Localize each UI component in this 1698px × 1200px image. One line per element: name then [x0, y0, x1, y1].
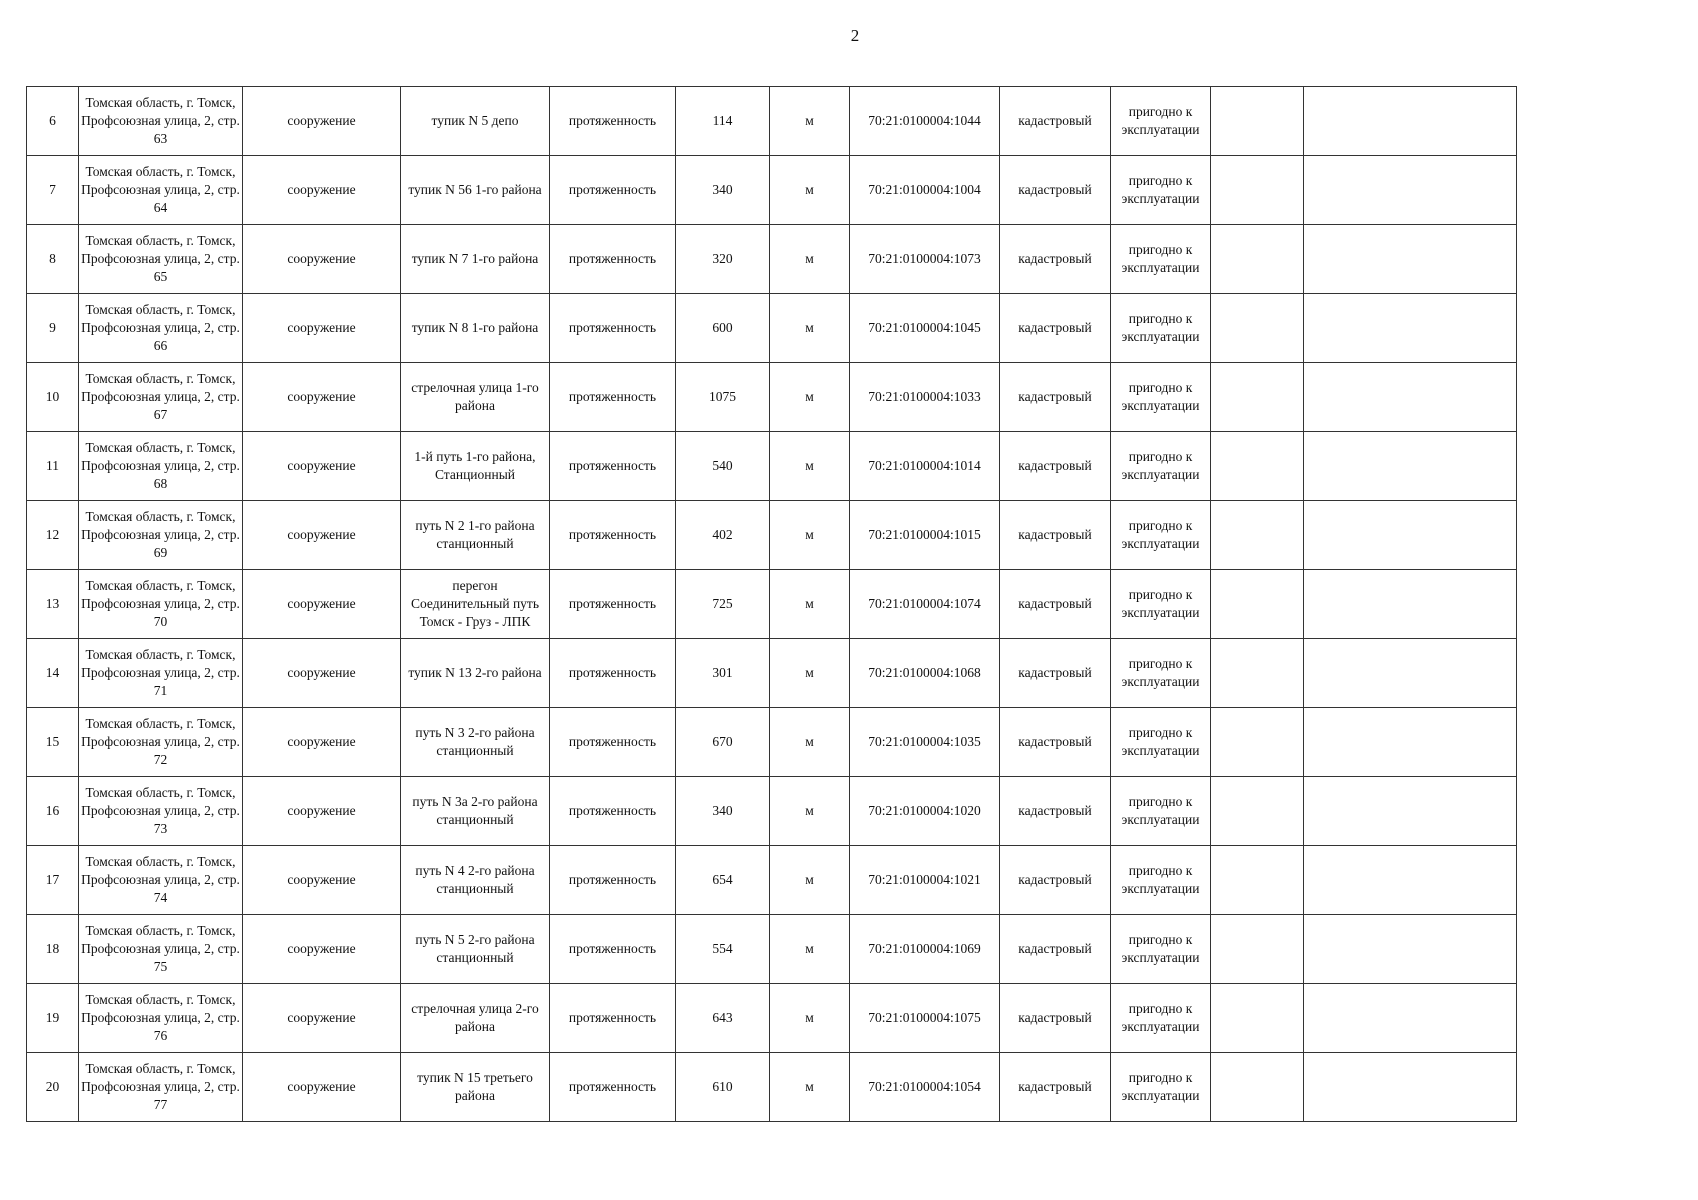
object-type-cell: сооружение	[243, 432, 401, 501]
empty-cell-1	[1211, 777, 1304, 846]
value-cell: 610	[676, 1053, 770, 1122]
number-type-cell: кадастровый	[1000, 87, 1111, 156]
condition-cell: пригодно к эксплуатации	[1111, 708, 1211, 777]
empty-cell-2	[1304, 156, 1517, 225]
table-row	[27, 432, 1517, 501]
number-type-cell: кадастровый	[1000, 846, 1111, 915]
object-type-cell: сооружение	[243, 87, 401, 156]
address-cell: Томская область, г. Томск, Профсоюзная улица, 2, стр. 66	[79, 294, 243, 363]
number-type-cell: кадастровый	[1000, 501, 1111, 570]
cadastral-number-cell: 70:21:0100004:1004	[850, 156, 1000, 225]
cadastral-number-cell: 70:21:0100004:1074	[850, 570, 1000, 639]
table-row	[27, 984, 1517, 1053]
characteristic-cell: протяженность	[550, 501, 676, 570]
table-row	[27, 363, 1517, 432]
characteristic-cell: протяженность	[550, 87, 676, 156]
row-number-cell: 20	[27, 1053, 79, 1122]
unit-cell: м	[770, 570, 850, 639]
object-type-cell: сооружение	[243, 225, 401, 294]
number-type-cell: кадастровый	[1000, 363, 1111, 432]
object-name-cell: стрелочная улица 1-го района	[401, 363, 550, 432]
empty-cell-1	[1211, 225, 1304, 294]
object-name-cell: тупик N 13 2-го района	[401, 639, 550, 708]
empty-cell-1	[1211, 294, 1304, 363]
unit-cell: м	[770, 1053, 850, 1122]
address-cell: Томская область, г. Томск, Профсоюзная улица, 2, стр. 69	[79, 501, 243, 570]
unit-cell: м	[770, 225, 850, 294]
unit-cell: м	[770, 846, 850, 915]
empty-cell-2	[1304, 294, 1517, 363]
address-cell: Томская область, г. Томск, Профсоюзная улица, 2, стр. 67	[79, 363, 243, 432]
characteristic-cell: протяженность	[550, 915, 676, 984]
object-type-cell: сооружение	[243, 639, 401, 708]
unit-cell: м	[770, 156, 850, 225]
address-cell: Томская область, г. Томск, Профсоюзная улица, 2, стр. 74	[79, 846, 243, 915]
cadastral-number-cell: 70:21:0100004:1069	[850, 915, 1000, 984]
empty-cell-2	[1304, 570, 1517, 639]
row-number-cell: 9	[27, 294, 79, 363]
empty-cell-2	[1304, 708, 1517, 777]
cadastral-number-cell: 70:21:0100004:1073	[850, 225, 1000, 294]
row-number-cell: 14	[27, 639, 79, 708]
characteristic-cell: протяженность	[550, 846, 676, 915]
row-number-cell: 12	[27, 501, 79, 570]
number-type-cell: кадастровый	[1000, 225, 1111, 294]
cadastral-number-cell: 70:21:0100004:1054	[850, 1053, 1000, 1122]
empty-cell-1	[1211, 363, 1304, 432]
unit-cell: м	[770, 984, 850, 1053]
value-cell: 643	[676, 984, 770, 1053]
unit-cell: м	[770, 708, 850, 777]
empty-cell-1	[1211, 639, 1304, 708]
object-type-cell: сооружение	[243, 363, 401, 432]
value-cell: 670	[676, 708, 770, 777]
characteristic-cell: протяженность	[550, 156, 676, 225]
number-type-cell: кадастровый	[1000, 432, 1111, 501]
value-cell: 340	[676, 156, 770, 225]
value-cell: 340	[676, 777, 770, 846]
value-cell: 600	[676, 294, 770, 363]
cadastral-number-cell: 70:21:0100004:1033	[850, 363, 1000, 432]
condition-cell: пригодно к эксплуатации	[1111, 501, 1211, 570]
empty-cell-2	[1304, 984, 1517, 1053]
empty-cell-1	[1211, 1053, 1304, 1122]
condition-cell: пригодно к эксплуатации	[1111, 294, 1211, 363]
object-name-cell: путь N 3а 2-го района станционный	[401, 777, 550, 846]
table-row	[27, 639, 1517, 708]
object-type-cell: сооружение	[243, 915, 401, 984]
object-name-cell: тупик N 56 1-го района	[401, 156, 550, 225]
object-type-cell: сооружение	[243, 777, 401, 846]
unit-cell: м	[770, 432, 850, 501]
condition-cell: пригодно к эксплуатации	[1111, 87, 1211, 156]
characteristic-cell: протяженность	[550, 708, 676, 777]
empty-cell-1	[1211, 708, 1304, 777]
characteristic-cell: протяженность	[550, 294, 676, 363]
empty-cell-2	[1304, 363, 1517, 432]
row-number-cell: 13	[27, 570, 79, 639]
condition-cell: пригодно к эксплуатации	[1111, 846, 1211, 915]
number-type-cell: кадастровый	[1000, 639, 1111, 708]
empty-cell-2	[1304, 915, 1517, 984]
table-row	[27, 87, 1517, 156]
object-type-cell: сооружение	[243, 984, 401, 1053]
number-type-cell: кадастровый	[1000, 984, 1111, 1053]
address-cell: Томская область, г. Томск, Профсоюзная улица, 2, стр. 63	[79, 87, 243, 156]
table-row	[27, 915, 1517, 984]
object-name-cell: тупик N 15 третьего района	[401, 1053, 550, 1122]
cadastral-number-cell: 70:21:0100004:1020	[850, 777, 1000, 846]
object-type-cell: сооружение	[243, 294, 401, 363]
address-cell: Томская область, г. Томск, Профсоюзная улица, 2, стр. 68	[79, 432, 243, 501]
characteristic-cell: протяженность	[550, 225, 676, 294]
object-type-cell: сооружение	[243, 846, 401, 915]
value-cell: 301	[676, 639, 770, 708]
table-row	[27, 294, 1517, 363]
empty-cell-2	[1304, 777, 1517, 846]
address-cell: Томская область, г. Томск, Профсоюзная улица, 2, стр. 77	[79, 1053, 243, 1122]
number-type-cell: кадастровый	[1000, 915, 1111, 984]
table-row	[27, 156, 1517, 225]
property-registry-table	[26, 86, 1517, 1122]
characteristic-cell: протяженность	[550, 432, 676, 501]
row-number-cell: 10	[27, 363, 79, 432]
address-cell: Томская область, г. Томск, Профсоюзная улица, 2, стр. 76	[79, 984, 243, 1053]
number-type-cell: кадастровый	[1000, 1053, 1111, 1122]
characteristic-cell: протяженность	[550, 639, 676, 708]
object-name-cell: путь N 4 2-го района станционный	[401, 846, 550, 915]
condition-cell: пригодно к эксплуатации	[1111, 156, 1211, 225]
empty-cell-2	[1304, 639, 1517, 708]
table-row	[27, 225, 1517, 294]
value-cell: 654	[676, 846, 770, 915]
object-name-cell: 1-й путь 1-го района, Станционный	[401, 432, 550, 501]
empty-cell-1	[1211, 87, 1304, 156]
unit-cell: м	[770, 915, 850, 984]
empty-cell-2	[1304, 501, 1517, 570]
table-row	[27, 846, 1517, 915]
empty-cell-1	[1211, 156, 1304, 225]
page-number: 2	[850, 26, 860, 45]
condition-cell: пригодно к эксплуатации	[1111, 1053, 1211, 1122]
value-cell: 320	[676, 225, 770, 294]
row-number-cell: 11	[27, 432, 79, 501]
value-cell: 1075	[676, 363, 770, 432]
object-name-cell: путь N 3 2-го района станционный	[401, 708, 550, 777]
unit-cell: м	[770, 639, 850, 708]
row-number-cell: 7	[27, 156, 79, 225]
empty-cell-2	[1304, 846, 1517, 915]
unit-cell: м	[770, 501, 850, 570]
empty-cell-2	[1304, 432, 1517, 501]
value-cell: 114	[676, 87, 770, 156]
row-number-cell: 16	[27, 777, 79, 846]
object-type-cell: сооружение	[243, 1053, 401, 1122]
characteristic-cell: протяженность	[550, 1053, 676, 1122]
row-number-cell: 6	[27, 87, 79, 156]
value-cell: 725	[676, 570, 770, 639]
row-number-cell: 17	[27, 846, 79, 915]
empty-cell-1	[1211, 501, 1304, 570]
number-type-cell: кадастровый	[1000, 294, 1111, 363]
object-type-cell: сооружение	[243, 570, 401, 639]
value-cell: 402	[676, 501, 770, 570]
object-type-cell: сооружение	[243, 156, 401, 225]
empty-cell-1	[1211, 570, 1304, 639]
cadastral-number-cell: 70:21:0100004:1021	[850, 846, 1000, 915]
object-name-cell: стрелочная улица 2-го района	[401, 984, 550, 1053]
characteristic-cell: протяженность	[550, 777, 676, 846]
object-type-cell: сооружение	[243, 708, 401, 777]
empty-cell-1	[1211, 432, 1304, 501]
value-cell: 540	[676, 432, 770, 501]
empty-cell-1	[1211, 984, 1304, 1053]
number-type-cell: кадастровый	[1000, 156, 1111, 225]
table-body	[27, 87, 1517, 1122]
condition-cell: пригодно к эксплуатации	[1111, 225, 1211, 294]
object-name-cell: перегон Соединительный путь Томск - Груз - ЛПК	[401, 570, 550, 639]
condition-cell: пригодно к эксплуатации	[1111, 639, 1211, 708]
empty-cell-2	[1304, 87, 1517, 156]
number-type-cell: кадастровый	[1000, 708, 1111, 777]
condition-cell: пригодно к эксплуатации	[1111, 570, 1211, 639]
address-cell: Томская область, г. Томск, Профсоюзная улица, 2, стр. 72	[79, 708, 243, 777]
object-name-cell: путь N 5 2-го района станционный	[401, 915, 550, 984]
cadastral-number-cell: 70:21:0100004:1075	[850, 984, 1000, 1053]
table-row	[27, 1053, 1517, 1122]
cadastral-number-cell: 70:21:0100004:1068	[850, 639, 1000, 708]
value-cell: 554	[676, 915, 770, 984]
unit-cell: м	[770, 294, 850, 363]
empty-cell-1	[1211, 846, 1304, 915]
address-cell: Томская область, г. Томск, Профсоюзная улица, 2, стр. 75	[79, 915, 243, 984]
empty-cell-2	[1304, 225, 1517, 294]
cadastral-number-cell: 70:21:0100004:1045	[850, 294, 1000, 363]
cadastral-number-cell: 70:21:0100004:1044	[850, 87, 1000, 156]
table-row	[27, 570, 1517, 639]
table-row	[27, 501, 1517, 570]
condition-cell: пригодно к эксплуатации	[1111, 777, 1211, 846]
characteristic-cell: протяженность	[550, 984, 676, 1053]
address-cell: Томская область, г. Томск, Профсоюзная улица, 2, стр. 70	[79, 570, 243, 639]
object-name-cell: тупик N 8 1-го района	[401, 294, 550, 363]
row-number-cell: 19	[27, 984, 79, 1053]
object-name-cell: тупик N 7 1-го района	[401, 225, 550, 294]
address-cell: Томская область, г. Томск, Профсоюзная улица, 2, стр. 71	[79, 639, 243, 708]
table-row	[27, 777, 1517, 846]
unit-cell: м	[770, 777, 850, 846]
cadastral-number-cell: 70:21:0100004:1014	[850, 432, 1000, 501]
object-type-cell: сооружение	[243, 501, 401, 570]
address-cell: Томская область, г. Томск, Профсоюзная улица, 2, стр. 65	[79, 225, 243, 294]
address-cell: Томская область, г. Томск, Профсоюзная улица, 2, стр. 64	[79, 156, 243, 225]
characteristic-cell: протяженность	[550, 570, 676, 639]
condition-cell: пригодно к эксплуатации	[1111, 915, 1211, 984]
table-row	[27, 708, 1517, 777]
condition-cell: пригодно к эксплуатации	[1111, 363, 1211, 432]
empty-cell-2	[1304, 1053, 1517, 1122]
number-type-cell: кадастровый	[1000, 570, 1111, 639]
row-number-cell: 8	[27, 225, 79, 294]
unit-cell: м	[770, 363, 850, 432]
empty-cell-1	[1211, 915, 1304, 984]
cadastral-number-cell: 70:21:0100004:1015	[850, 501, 1000, 570]
unit-cell: м	[770, 87, 850, 156]
condition-cell: пригодно к эксплуатации	[1111, 432, 1211, 501]
number-type-cell: кадастровый	[1000, 777, 1111, 846]
object-name-cell: тупик N 5 депо	[401, 87, 550, 156]
row-number-cell: 18	[27, 915, 79, 984]
condition-cell: пригодно к эксплуатации	[1111, 984, 1211, 1053]
cadastral-number-cell: 70:21:0100004:1035	[850, 708, 1000, 777]
row-number-cell: 15	[27, 708, 79, 777]
characteristic-cell: протяженность	[550, 363, 676, 432]
address-cell: Томская область, г. Томск, Профсоюзная улица, 2, стр. 73	[79, 777, 243, 846]
object-name-cell: путь N 2 1-го района станционный	[401, 501, 550, 570]
